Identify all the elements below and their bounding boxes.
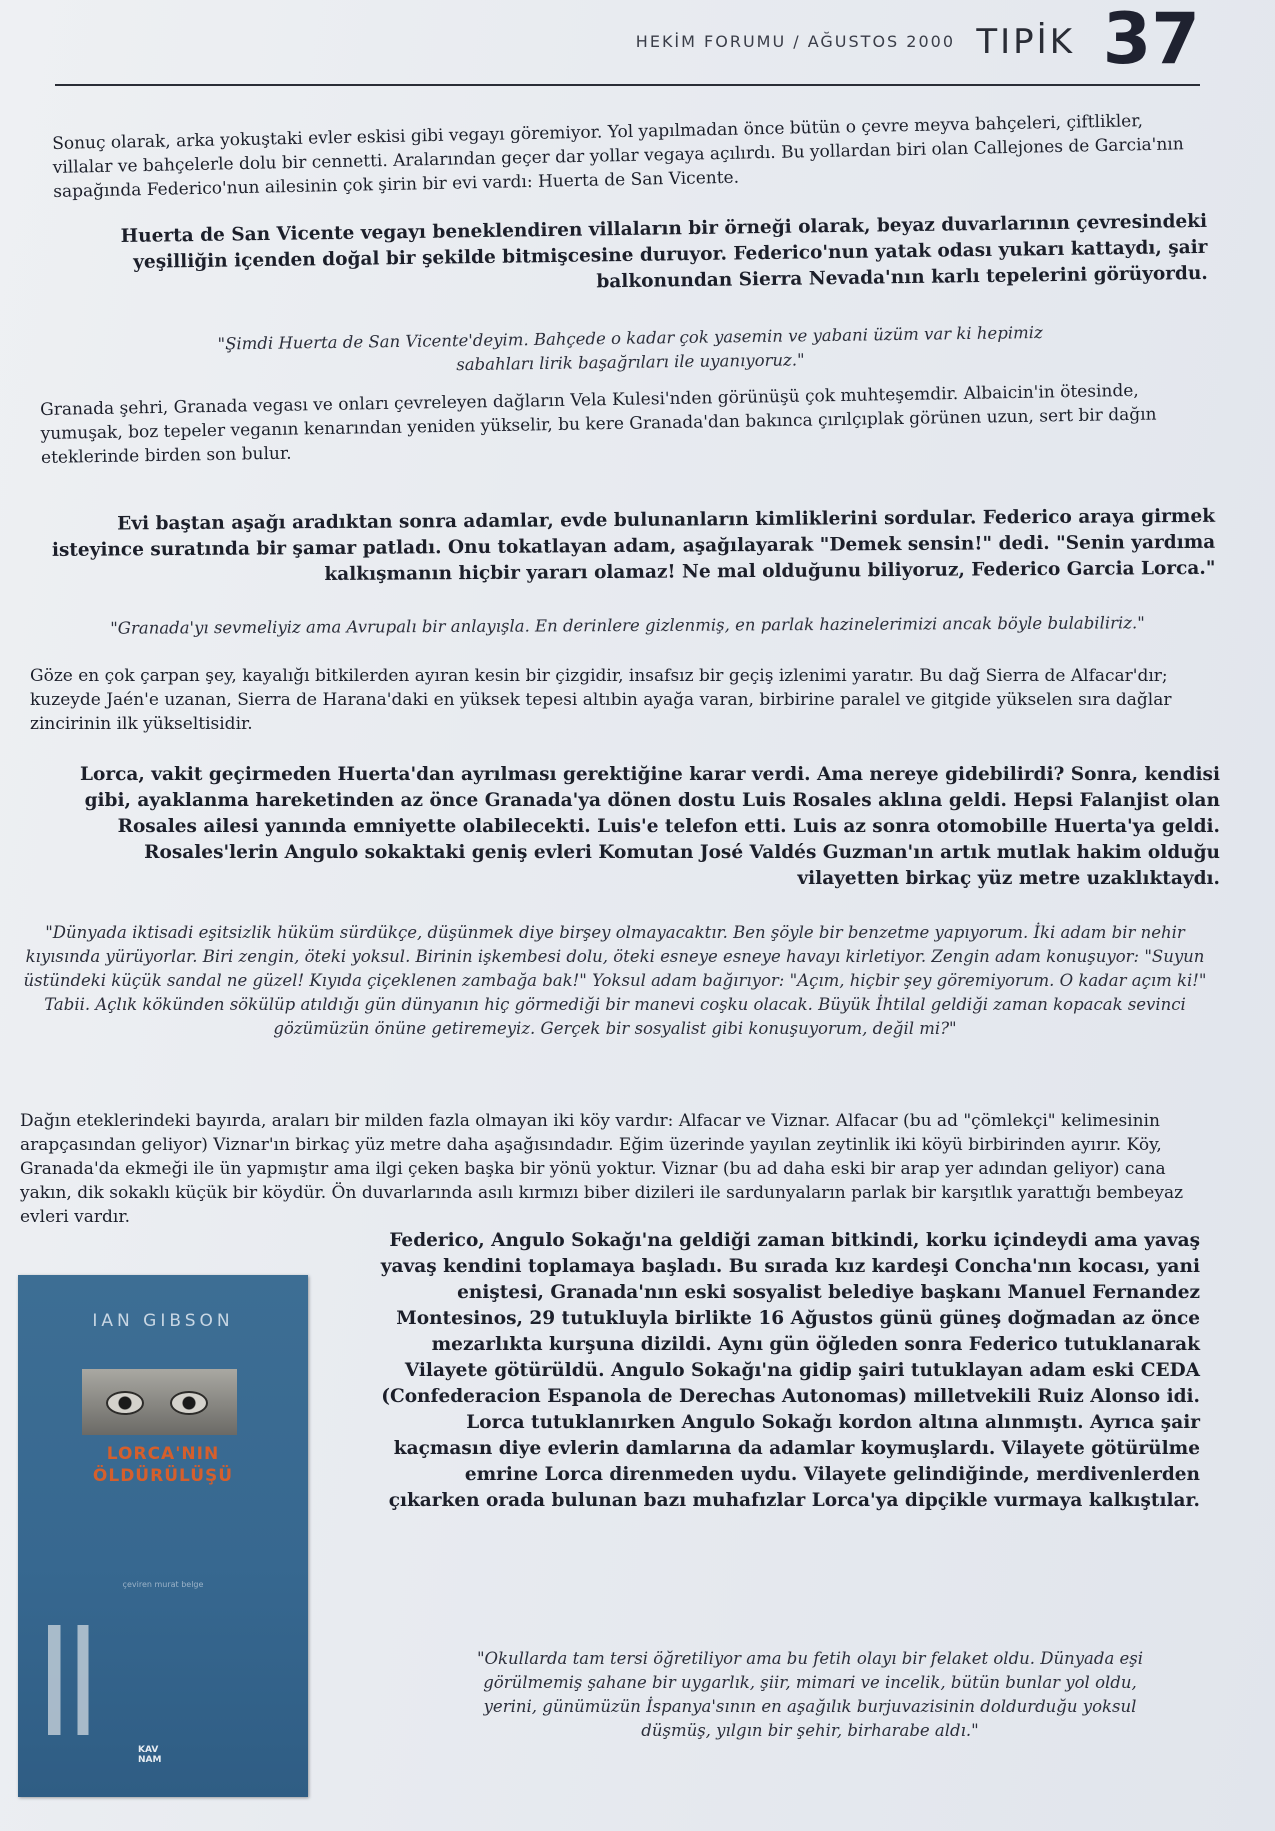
body-paragraph: Sonuç olarak, arka yokuştaki evler eskisi gibi vegayı göremiyor. Yol yapılmadan önce bütün o çevre meyva bahçeleri, çiftlikler, villalar ve bahçelerle dolu bir cennetti. Aralarından geçer dar yollar vegaya açılırdı. Bu yollardan biri olan Callejones de Garcia'nın sapağında Federico'nun ailesinin çok şirin bir evi vardı: Huerta de San Vicente.	[52, 111, 1184, 202]
book-title-line1: LORCA'NIN	[106, 1444, 220, 1464]
bold-paragraph: Huerta de San Vicente vegayı beneklendiren villaların bir örneği olarak, beyaz duvarlarının çevresindeki yeşilliğin içenden doğal bir şekilde bitmişcesine duruyor. Federico'nun yatak odası yukarı kattaydı, şair balkonundan Sierra Nevada'nın karlı tepelerini görüyordu.	[120, 210, 1208, 293]
book-cover-image	[18, 1275, 308, 1797]
book-title	[18, 1443, 308, 1487]
body-paragraph: Dağın eteklerindeki bayırda, araları bir milden fazla olmayan iki köy vardır: Alfacar ve Viznar. Alfacar (bu ad "çömlekçi" kelimesinin arapçasından geliyor) Viznar'ın birkaç yüz metre daha aşağısındadır. Eğim üzerinde yayılan zeytinlik iki köyü birbirinden ayırır. Köy, Granada'da ekmeği ile ün yapmıştır ama ilgi çeken başka bir yönü yoktur. Viznar (bu ad daha eski bir arap yer adından geliyor) cana yakın, dik sokaklı küçük bir köydür. Ön duvarlarında asılı kırmızı biber dizileri ile sardunyaların parlak bir karşıtlık yarattığı bembeyaz evleri vardır.	[20, 1111, 1184, 1227]
magazine-issue: HEKİM FORUMU / AĞUSTOS 2000	[635, 32, 955, 51]
book-translator: çeviren murat belge	[122, 1580, 204, 1589]
eye-icon	[170, 1391, 208, 1415]
cover-illustration	[48, 1625, 118, 1735]
lorca-quote: "Okullarda tam tersi öğretiliyor ama bu fetih olayı bir felaket oldu. Dünyada eşi görülmemiş şahane bir uygarlık, şiir, mimari ve incelik, bütün bunlar yol oldu, yerini, günümüzün İspanya'sının en aşağılık burjuvazisinin doldurduğu yoksul düşmüş, yılgın bir şehir, birharabe aldı."	[476, 1649, 1144, 1740]
lorca-quote: "Dünyada iktisadi eşitsizlik hüküm sürdükçe, düşünmek diye birşey olmayacaktır. Ben şöyle bir benzetme yapıyorum. İki adam bir nehir kıyısında yürüyorlar. Biri zengin, öteki yoksul. Birinin işkembesi dolu, öteki esneye esneye havayı kirletiyor. Zengin adam konuşuyor: "Suyun üstündeki küçük sandal ne güzel! Kıyıda çiçeklenen zambağa bak!" Yoksul adam bağırıyor: "Açım, hiçbir şey göremiyorum. O kadar açım ki!" Tabii. Açlık kökünden sökülüp atıldığı gün dünyanın hiç görmediği bir manevi coşku olacak. Büyük İhtilal geldiği zaman kopacak sevinci gözümüzün önüne getiremeyiz. Gerçek bir sosyalist gibi konuşuyorum, değil mi?"	[23, 923, 1207, 1038]
section-title: TIPİK	[976, 22, 1075, 62]
body-paragraph: Göze en çok çarpan şey, kayalığı bitkilerden ayıran kesin bir çizgidir, insafsız bir geçiş izlenimi yaratır. Bu dağ Sierra de Alfacar'dır; kuzeyde Jaén'e uzanan, Sierra de Harana'daki en yüksek tepesi altıbin ayağa varan, birbirine paralel ve gitgide yükselen sıra dağlar zincirinin ilk yükseltisidir.	[30, 666, 1172, 734]
lorca-quote: "Şimdi Huerta de San Vicente'deyim. Bahçede o kadar çok yasemin ve yabani üzüm var ki hepimiz sabahları lirik başağrıları ile uyanıyoruz."	[217, 322, 1043, 375]
bold-paragraph: Evi baştan aşağı aradıktan sonra adamlar, evde bulunanların kimliklerini sordular. Federico araya girmek isteyince suratında bir şamar patladı. Onu tokatlayan adam, aşağılayarak "Demek sensin!" dedi. "Senin yardıma kalkışmanın hiçbir yararı olamaz! Ne mal olduğunu biliyoruz, Federico Garcia Lorca."	[51, 505, 1216, 586]
page-header	[55, 0, 1200, 86]
bold-paragraph: Lorca, vakit geçirmeden Huerta'dan ayrılması gerektiğine karar verdi. Ama nereye gidebilirdi? Sonra, kendisi gibi, ayaklanma hareketinden az önce Granada'ya dönen dostu Luis Rosales aklına geldi. Hepsi Falanjist olan Rosales ailesi yanında emniyette olabilecekti. Luis'e telefon etti. Luis az sonra otomobille Huerta'ya geldi. Rosales'lerin Angulo sokaktaki geniş evleri Komutan José Valdés Guzman'ın artık mutlak hakim olduğu vilayetten birkaç yüz metre uzaklıktaydı.	[80, 764, 1220, 889]
publisher-logo: KAV NAM	[138, 1745, 162, 1765]
book-title-line2: ÖLDÜRÜLÜŞÜ	[92, 1466, 234, 1486]
bold-paragraph: Federico, Angulo Sokağı'na geldiği zaman bitkindi, korku içindeydi ama yavaş yavaş kendini toplamaya başladı. Bu sırada kız kardeşi Concha'nın kocası, yani eniştesi, Granada'nın eski sosyalist belediye başkanı Manuel Fernandez Montesinos, 29 tutukluyla birlikte 16 Ağustos günü güneş doğmadan az önce mezarlıkta kurşuna dizildi. Aynı gün öğleden sonra Federico tutuklanarak Vilayete götürüldü. Angulo Sokağı'na gidip şairi tutuklayan adam eski CEDA (Confederacion Espanola de Derechas Autonomas) milletvekili Ruiz Alonso idi. Lorca tutuklanırken Angulo Sokağı kordon altına alınmıştı. Ayrıca şair kaçmasın diye evlerin damlarına da adamlar koymuşlardı. Vilayete götürülme emrine Lorca direnmeden uydu. Vilayete gelindiğinde, merdivenlerden çıkarken orada bulunan bazı muhafızlar Lorca'ya dipçikle vurmaya kalkıştılar.	[380, 1230, 1200, 1511]
page-number: 37	[1102, 0, 1200, 80]
lorca-quote: "Granada'yı sevmeliyiz ama Avrupalı bir anlayışla. En derinlere gizlenmiş, en parlak hazinelerimizi ancak böyle bulabiliriz."	[110, 613, 1145, 638]
book-author: IAN GIBSON	[92, 1311, 234, 1331]
eye-icon	[106, 1391, 144, 1415]
eyes-photo	[82, 1369, 237, 1435]
body-paragraph: Granada şehri, Granada vegası ve onları çevreleyen dağların Vela Kulesi'nden görünüşü çok muhteşemdir. Albaicin'in ötesinde, yumuşak, boz tepeler veganın kenarından yeniden yükselir, bu kere Granada'dan bakınca çırılçıplak görünen uzun, sert bir dağın eteklerinde birden son bulur.	[40, 380, 1157, 468]
